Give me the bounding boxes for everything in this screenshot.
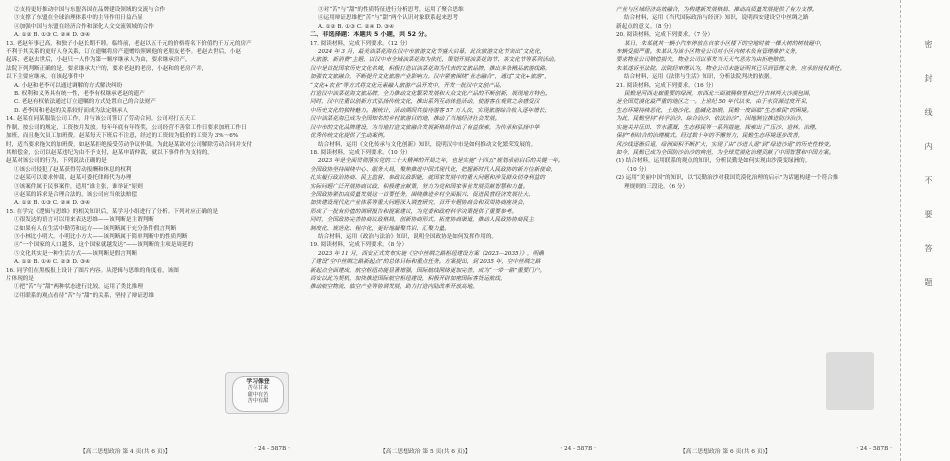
text-line: 是全国荒漠化最严重的地区之一。上世纪 50 年代以来，由于水资源过度开采，	[616, 99, 812, 106]
text-line: 二、非选择题：本题共 5 小题，共 52 分。	[310, 31, 431, 39]
text-line: ②用联系的观点看待“苦”与“甜”的关系，坚持了辩证思维	[14, 292, 155, 299]
text-line: 2023 年是全面贯彻落实党的二十大精神的开局之年，也是实施“十四五”规划承前启后的关键一年。	[318, 158, 564, 165]
text-line: 大旅游、新消费”主题，以汉中市全域油菜花海为依托，策划开展油菜花海节、茶文化节等系列活动。	[310, 57, 559, 64]
text-line: 19. 阅读材料，完成下列要求。（8 分）	[310, 242, 408, 249]
text-line: 不利于其关系的更好人身关系，订立遗嘱将房产遗赠给照顾他的老朋友老李。老赵去世后，小赵	[6, 49, 241, 56]
text-line: 了建设“空中丝绸之路新起点”的总体目标和重点任务。方案提出，到 2035 年，空中丝绸之路	[310, 259, 541, 266]
text-line: 优秀传统文化提供了生动案例。	[310, 133, 389, 140]
cartoon-line: 苦中有甜	[247, 398, 269, 405]
text-line: 保护”相结合的治理模式。经过数十年的不懈努力，民勤生态环境逐步改善，	[616, 133, 804, 140]
text-line: A. ①② B. ①④ C. ②③ D. ③④	[14, 259, 91, 266]
text-line: D. 老李因和老赵的关系较好而成为法定继承人	[14, 107, 129, 114]
text-line: 生态环境持续恶化，土地沙化、盐碱化加剧，民勤一度面临“生态难民”的困境。	[616, 107, 812, 114]
text-line: 13. 老赵年事已高，和独子小赵长期不睦。临终前，老赵以五千元的价格将名下价值约千万元的房产	[6, 40, 252, 47]
text-line: 车辆受损严重。朱某认为该小区物业公司对小区内树木负有管理维护义务，	[616, 49, 801, 56]
text-line: 实施关井压田、节水灌溉、生态移民等一系列措施，探索出了“压沙、造林、治理、	[616, 124, 821, 131]
footer-page-6	[680, 446, 892, 455]
text-line: 结合材料，运用《文化传承与文化创新》知识，说明汉中市是如何推动文化繁荣发展的。	[318, 141, 537, 148]
text-line: ④“一个国家的人口越多，这个国家就越发达”——该判断的主项是周延的	[14, 242, 194, 249]
binding-margin	[900, 0, 950, 461]
text-line: 制度化、规范化、程序化，更好地凝聚共识、汇聚力量。	[310, 225, 450, 232]
column-page-6	[616, 6, 894, 191]
footer-page-label: 【高二思想政治 第 5 页(共 6 页)】	[380, 449, 471, 455]
text-line: （10 分）	[624, 166, 650, 173]
footer-code: · 24 - 587B ·	[856, 446, 892, 452]
text-line: 汉中市的文化品牌建设，为当地打造文旅融合发展新格局作出了有益探索，为传承和弘扬中华	[310, 124, 540, 131]
cartoon-line: 苦尽甘来	[247, 385, 269, 392]
text-line: (2) 运用“美丽中国”的知识，以“民勤治沙对我国荒漠化治理的启示”为话题构建一个符合推	[616, 175, 839, 182]
column-page-4	[6, 6, 292, 300]
text-line: 要求物业公司赔偿损失，物业公司以事发当天天气恶劣为由拒绝赔偿。	[616, 57, 790, 64]
text-line: ②赵某可以要求仲裁，赵某可委托律师代为办理	[14, 175, 132, 182]
text-line: 20. 阅读材料，完成下列要求。（7 分）	[616, 32, 714, 39]
footer-code: · 24 - 587B ·	[560, 446, 596, 452]
text-line: “文化+农业”等方式将文化元素融入旅游产品开发中，开发一批汉中文创产品，	[310, 82, 506, 89]
text-line: 21. 阅读材料，完成下列要求。（16 分）	[616, 82, 717, 89]
text-line: 法院下列判断正确的是，要求继承大户的，要求老赵的老房，小赵和的老房产并，	[6, 65, 208, 72]
text-line: B. 权利和义务具有统一性，老李有权继承老赵的遗产	[14, 91, 145, 98]
text-line: A. 小赵和老李可以通过调解的方式解决纠纷	[14, 82, 123, 89]
cartoon-line: 甜中有苦	[247, 391, 269, 398]
text-line: ②如果有人在生活中勤劳和远方——该判断属于充分条件假言判断	[14, 225, 177, 232]
text-line: 如今，民勤已成为全国防沙治沙的典范，为全球荒漠化治理贡献了中国智慧和中国方案。	[616, 149, 835, 156]
text-line: 起诉，老赵去世后，小赵只一人作为第一顺序继承人为由，要求继承房产。	[6, 57, 191, 64]
text-line: 新起点的意义。（8 分）	[616, 23, 675, 30]
text-line: 结合材料，运用《法律与生活》知识，分析法院判决的依据。	[624, 74, 776, 81]
cartoon-image	[225, 372, 289, 414]
text-line: 全国政协坚持围绕中心、服务大局，聚焦推进中国式现代化，把握新时代人民政协的新方位新使命，	[310, 166, 557, 173]
binding-char: 封	[924, 74, 933, 82]
text-line: (1) 结合材料，运用联系的观点的知识，分析民勤是如何实现由沙漠变绿洲的。	[616, 158, 811, 165]
text-line: 全国政协紧扣高质量发展这一首要任务，围绕推进乡村全面振兴、促进民营经济发展壮大、	[310, 191, 534, 198]
text-line: ②支持更好推动中国与东盟各国在品牌建设领域的交流与合作	[14, 7, 166, 13]
text-line: 18. 阅读材料，完成下列要求。（10 分）	[310, 149, 411, 156]
text-line: ③小林比小明大，小明比小方大——该判断属于简单判断中的性质判断	[14, 233, 188, 240]
text-line: 其赔偿金，公司以赵某违纪为由不予支付，赵某申请仲裁，就以下事件作为支持的。	[6, 149, 213, 156]
text-line: 汉中油菜花海已成为全国知名的乡村旅游目的地，推动了当地经济社会发展。	[310, 116, 501, 123]
binding-char: 不	[924, 176, 933, 184]
footer-page-label: 【高二思想政治 第 6 页(共 6 页)】	[680, 449, 771, 455]
text-line: 2024 年 3 月，最美油菜花海在汉中市旅游文化节盛大启幕，此次旅游文化节突出“文化化，	[318, 49, 546, 56]
text-line: C. 老赵有权依法通过订立遗嘱的方式处置自己的合法财产	[14, 99, 156, 106]
text-line: ③支撑了东盟在全球治理体系中的主导作用日益凸显	[14, 15, 143, 22]
text-line: ③对“苦”与“甜”的性质特征进行分析思考，运用了聚合思维	[318, 7, 464, 13]
text-line: 以下主要应继承，在该起事件中	[6, 74, 85, 81]
text-line: 实际问题广泛开展协商议政，积极建言献策，努力为党和国家事业发展贡献智慧和力量。	[310, 183, 529, 190]
text-line: 结合材料，运用《政治与法治》知识，说明全国政协是如何发挥作用的。	[318, 233, 498, 240]
text-line: 中历史文化的独特魅力。据统计，活动期间共接待游客 57 万人次，实现旅游综合收入逐年增长，	[310, 107, 551, 114]
text-line: ①该公司侵犯了赵某获得劳动报酬和休息的权利	[14, 166, 132, 173]
text-line: ①很发达的语言可以用来表达思维——该判断是主谓判断	[14, 217, 154, 224]
footer-code: · 24 - 587B ·	[254, 446, 290, 452]
text-line: 新起点全面建成，航空枢纽功能显著增强，国际航线网络更加完善，成为“一带一路”重要门户。	[310, 267, 546, 274]
text-line: 结合材料，运用《当代国际政治与经济》知识，说明西安建设空中丝绸之路	[624, 15, 809, 22]
binding-char: 题	[924, 278, 933, 286]
text-line: 风沙线逐渐后退，绿洲面积不断扩大，实现了由“沙进人退”到“绿进沙退”的历史性转变。	[616, 141, 835, 148]
text-line: 西安以此为契机，加快推进国际航空枢纽建设，积极开辟加密国际客货运航线，	[310, 276, 506, 282]
binding-char: 线	[924, 108, 933, 116]
scan-smudge	[826, 352, 874, 410]
footer-page-label: 【高二思想政治 第 4 页(共 6 页)】	[80, 449, 171, 455]
footer-page-5	[380, 446, 596, 455]
text-line: ⑤文化其实是一种生活方式——该判断是假言判断	[14, 250, 138, 257]
text-line: 15. 在学完《逻辑与思维》的相关知识后，某学习小组进行了分析。下列对应正确的是	[6, 208, 219, 215]
text-line: 加班，而且拖欠员工加班费。赵某每天下班后不注意，经过的工资较为低价的工资为 3%～6%	[6, 133, 239, 140]
text-line: 同时，全国政协完善协商议政格局，创新协商形式，拓宽协商渠道，推动人民政协协商民主	[310, 217, 534, 224]
text-line: 为此，民勤坚持“科学治沙、综合治沙、依法治沙”，因地制宜推进防沙治沙，	[616, 116, 807, 123]
text-line: ④运用辩证思维把“苦”与“甜”两个认识对象联系起来思考	[318, 15, 459, 22]
text-line: 某日，朱某就其一辆小汽车停放在自家小区楼下的空地时被一棵大树的树枝砸中，	[624, 40, 826, 47]
text-line: 推动航空物流、临空产业等协调发展，助力打造内陆改革开放高地。	[310, 284, 478, 291]
text-line: 加快建设现代化产业体系等重大问题深入调查研究，召开专题协商会和双周协商座谈会，	[310, 200, 529, 207]
footer-page-4	[80, 446, 290, 455]
text-line: 朱某遂诉至法院。法院经审理认为，物业公司未能证明其已尽到管理义务，应承担侵权责任。	[616, 65, 846, 72]
binding-char: 内	[924, 142, 933, 150]
text-line: 形成了一批有价值的调研报告和提案建议，为党委和政府科学决策提供了重要参考。	[310, 208, 517, 215]
text-line: 民勤是河西走廊重要的绿洲，东西北三面被腾格里和巴丹吉林两大沙漠包围，	[624, 91, 815, 98]
text-line: 作制，按公司的规定，工资按月发放。每年年底有年终奖，公司经营不善常工作日要求加班工作日	[6, 124, 247, 131]
cartoon-cloud	[232, 376, 284, 412]
text-line: ③该案件属于民事案件，适用“谁主张，谁举证”原则	[14, 183, 143, 190]
cartoon-title: 学习像登	[246, 379, 270, 385]
column-page-5	[310, 6, 598, 292]
binding-char: 要	[924, 210, 933, 218]
text-line: A. ①② B. ①③ C. ②④ D. ③④	[14, 200, 91, 207]
text-line: ①把“苦”与“甜”两种状态进行比较，运用了类比推理	[14, 284, 143, 291]
binding-char: 答	[924, 244, 933, 252]
text-line: A. ①② B. ①③ C. ②④ D. ③④	[14, 32, 91, 39]
text-line: 加强农文旅融合，不断提升文化旅游产业影响力。汉中紧密围绕“业态融合”，通过“文化+旅游”，	[310, 74, 550, 81]
text-line: A. ①② B. ①③ C. ②④ D. ③④	[318, 23, 395, 30]
text-line: 时，适当要求拖欠的加班费，如赵某拒绝接受劳动争议仲裁。为此赵某欲对公司解除劳动合同并支付	[6, 141, 253, 148]
text-line: 17. 阅读材料，完成下列要求。（12 分）	[310, 40, 411, 47]
text-line: 片体现的是	[6, 276, 34, 282]
text-line: ④赵某的诉求是合理合法的，该公司应当依法赔偿	[14, 191, 138, 198]
text-line: 14. 赵某在同某服装公司工作，并与该公司签订了劳动合同。公司对打五天工	[6, 116, 196, 123]
binding-char: 密	[924, 40, 933, 48]
text-line: 汉中是首批国家历史文化名城，积极打造以油菜花海为代表的文旅品牌，推出多条精品旅游线路，	[310, 65, 551, 72]
text-line: 2023 年 11 月，西安正式发布实施《空中丝绸之路枢纽建设方案（2023—2035）》，明确	[318, 250, 544, 257]
text-line: 打造汉中油菜花海文旅品牌，全力推动文化繁荣发展和大众文化产品的不断创新，展现地方特色。	[310, 91, 551, 98]
text-line: 产业与区域经济高效融合，为构建新发展格局、推动高质量发展提供了有力支撑。	[616, 7, 818, 13]
text-line: 扎实履行政治协商、民主监督、参政议政职能，就国家发展中的重大问题和涉及群众切身利益的	[310, 175, 545, 182]
text-line: 16. 同学们在黑板报上设计了图片内容。从逻辑与思维的角度看，该图	[6, 267, 179, 274]
text-line: 理规则的三段论。（6 分）	[624, 183, 689, 190]
text-line: 赵某对该公司的行为，下列说法正确的是	[6, 158, 107, 165]
text-line: 同时，汉中注重以创新方式弘扬传统文化，推出系列互动体验活动，使游客在观赏之余感受汉	[310, 99, 540, 106]
text-line: ④加强中国与东盟在经济合作和深化人文交流领域的合作	[14, 23, 154, 30]
